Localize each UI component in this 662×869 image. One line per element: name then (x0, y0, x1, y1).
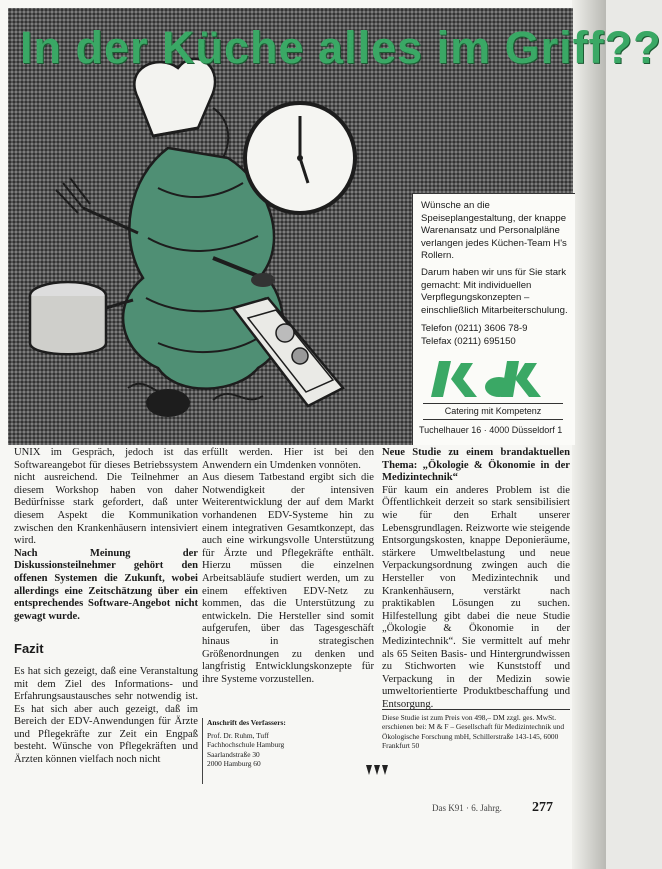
paragraph: erfüllt werden. Hier ist bei den Anwendern ein Umdenken vonnöten. (202, 447, 374, 471)
study-source-note: Diese Studie ist zum Preis von 498,– DM zzgl. ges. MwSt. erschienen bei: M & F – Gesellschaft für Medizintechnik und Ökologische Forschung mbH, Schillerstraße 143-145, 6000 Frankfurt 50 (382, 713, 565, 751)
paragraph-bold: Nach Meinung der Diskussionsteilnehmer gehört den offenen Systemen die Zukunft, wobei allerdings eine Zeitschätzung über ein entsprechendes Software-Angebot nicht gewagt wurde. (14, 547, 198, 622)
advertisement (8, 8, 662, 445)
journal-footer: Das K91 · 6. Jahrg. (432, 803, 502, 813)
author-address-line: Saarlandstraße 30 (207, 749, 260, 759)
page-edge-shadow (572, 0, 606, 869)
article-column-1 (14, 447, 198, 767)
ad-tagline: Catering mit Kompetenz (423, 403, 563, 420)
article-column-2 (202, 447, 374, 686)
author-address-box (202, 718, 352, 784)
author-address-line: Fachhochschule Hamburg (207, 740, 285, 750)
author-address-title: Anschrift des Verfassers: (207, 718, 286, 727)
study-heading: Neue Studie zu einem brandaktuellen Thema: „Ökologie & Ökonomie in der Medizintechnik“ (382, 447, 570, 484)
paragraph: UNIX im Gespräch, jedoch ist das Softwareangebot für dieses Betriebssystem nicht ausreichend. Die Teilnehmer an diesem Workshop haben von daher Bedürfnisse stark gefordert, daß unter diesem Aspekt die Kommunikation zwischen den Krankenhäusern intensiviert wird. (14, 447, 198, 547)
ad-phone: Telefon (0211) 3606 78-9 (421, 323, 528, 335)
ad-copy-box (412, 193, 575, 445)
ad-copy-paragraph: Darum haben wir uns für Sie stark gemacht: Mit individuellen Verpflegungskonzepten – einschließlich Mitarbeiterschulung. (421, 266, 568, 316)
paragraph: Für kaum ein anderes Problem ist die Öffentlichkeit derzeit so stark sensibilisiert wie für den Erhalt unserer Lebensgrundlagen. Reizworte wie steigende Entsorgungskosten, knappe Deponieräume, stärkere Umweltbelastung und neue Verpackungsordnung zwingen auch die Hersteller von Medizintechnik und Krankenhäusern, verstärkt nach praktikablen Lösungen zu suchen. Hilfestellung gibt dabei die neue Studie „Ökologie & Ökonomie in der Medizintechnik“. Sie vermittelt auf mehr als 65 Seiten Basis- und Hintergrundwissen zu Stichworten wie Kunststoff und Verpackung in der Medizin sowie umweltorientierte Produktbeschaffung und Entsorgung. (382, 484, 570, 710)
section-heading-fazit: Fazit (14, 641, 44, 657)
ad-address: Tuchelhauer 16 · 4000 Düsseldorf 1 (419, 425, 563, 435)
ad-fax: Telefax (0211) 695150 (421, 335, 516, 347)
page-number: 277 (532, 800, 553, 815)
ad-headline: In der Küche alles im Griff?? (20, 22, 662, 73)
publisher-mark-icon (364, 762, 390, 778)
author-address-line: Prof. Dr. Ruhm, Tuff (207, 730, 269, 740)
paragraph: Es hat sich gezeigt, daß eine Veranstaltung mit dem Ziel des Informations- und Erfahrungsaustausches sehr notwendig ist. Es hat sich aber auch gezeigt, daß im Bereich der EDV-Anwendungen für Ärzte und Pflegekräfte zur Zeit ein Engpaß besteht. Wünsche von Pflegekräften und Ärzten können vielfach noch nicht (14, 665, 198, 766)
ad-copy-paragraph: Wünsche an die Speiseplangestaltung, der knappe Warenansatz und Personalpläne verlangen jedes Küchen-Team H's Rollern. (421, 200, 567, 262)
paragraph: Aus diesem Tatbestand ergibt sich die Notwendigkeit der intensiven Weiterentwicklung der auf dem Markt vorhandenen EDV-Systeme hin zu einem integrativen Gesamtkonzept, das auch eine wirkungsvolle Unterstützung für Ärzte und Pflegekräfte enthält. Hierzu müssen die einzelnen Arbeitsabläufe studiert werden, um zu einem effektiven EDV-Netz zu kommen, das die Unterstützung zu entwickeln. Die Hersteller sind somit aufgerufen, über das Tagesgeschäft hinaus in strategischen Größenordnungen zu denken und langfristig Entwicklungskonzepte für ihre Systeme vorzustellen. (202, 472, 374, 685)
article-column-3 (382, 447, 570, 711)
kdk-logo (421, 357, 567, 401)
author-address-line: 2000 Hamburg 60 (207, 759, 261, 769)
divider (382, 709, 570, 710)
